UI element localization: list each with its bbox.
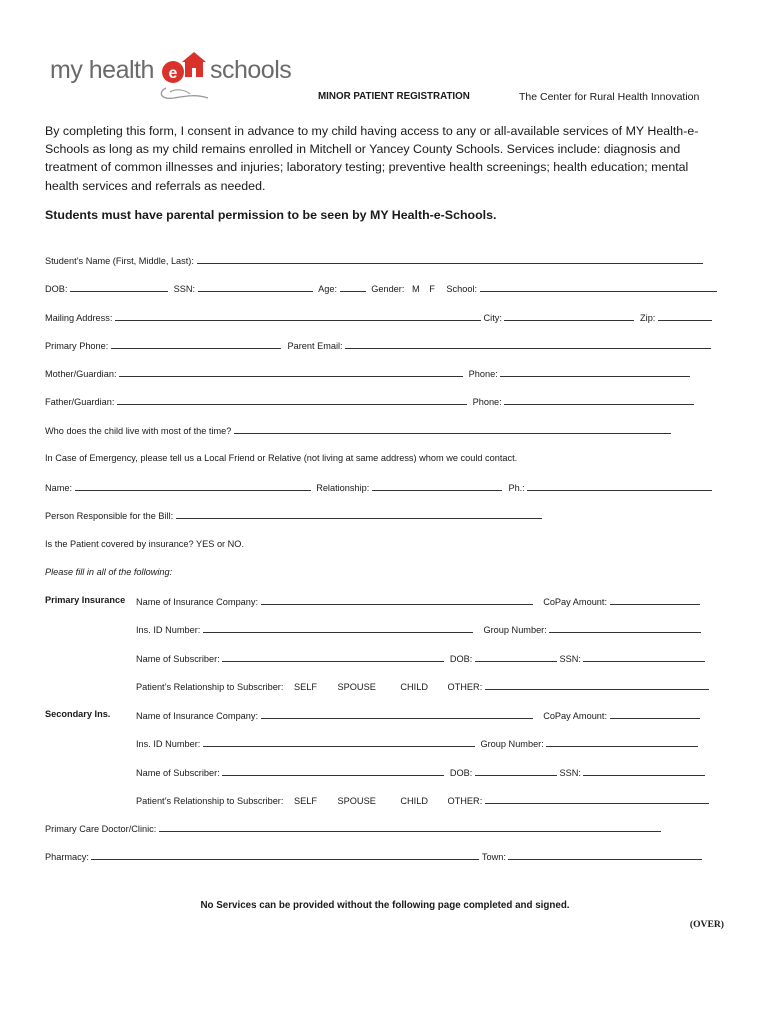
secondary-copay-field[interactable] [610, 709, 700, 719]
gender-label: Gender: [371, 284, 405, 294]
secondary-subscriber-dob-field[interactable] [475, 766, 557, 776]
emergency-name-label: Name: [45, 483, 73, 493]
primary-subscriber-row [136, 652, 705, 664]
svg-text:e: e [168, 65, 178, 82]
emergency-contact-row [45, 481, 712, 493]
mailing-row [45, 311, 712, 323]
student-name-label: Student’s Name (First, Middle, Last): [45, 256, 194, 266]
secondary-subscriber-field[interactable] [222, 766, 444, 776]
primary-subscriber-field[interactable] [222, 652, 444, 662]
secondary-subscriber-ssn-field[interactable] [583, 766, 705, 776]
dob-row [45, 282, 717, 294]
primary-subscriber-dob-label: DOB: [449, 654, 473, 664]
secondary-id-field[interactable] [203, 737, 475, 747]
primary-company-label: Name of Insurance Company: [136, 597, 259, 607]
secondary-insurance-heading: Secondary Ins. [45, 709, 111, 719]
emergency-ph-field[interactable] [527, 481, 712, 491]
lives-with-row [45, 424, 671, 436]
organization-name: The Center for Rural Health Innovation [519, 91, 700, 103]
secondary-child-option[interactable]: CHILD [400, 796, 428, 806]
mailing-label: Mailing Address: [45, 313, 113, 323]
mother-phone-field[interactable] [500, 367, 690, 377]
secondary-other-field[interactable] [485, 794, 709, 804]
primary-phone-label: Primary Phone: [45, 341, 109, 351]
secondary-company-label: Name of Insurance Company: [136, 711, 259, 721]
primary-phone-field[interactable] [111, 339, 281, 349]
gender-m-option[interactable]: M [411, 284, 420, 294]
emergency-name-field[interactable] [75, 481, 311, 491]
town-field[interactable] [508, 850, 702, 860]
student-name-row [45, 254, 703, 266]
secondary-company-row [136, 709, 700, 721]
dob-field[interactable] [70, 282, 168, 292]
mother-field[interactable] [119, 367, 463, 377]
primary-subscriber-dob-field[interactable] [475, 652, 557, 662]
pharmacy-label: Pharmacy: [45, 852, 89, 862]
emergency-relationship-field[interactable] [372, 481, 502, 491]
phone-email-row [45, 339, 711, 351]
pcp-field[interactable] [159, 822, 661, 832]
secondary-subscriber-ssn-label: SSN: [559, 768, 581, 778]
secondary-group-label: Group Number: [480, 739, 544, 749]
ssn-field[interactable] [198, 282, 313, 292]
primary-relationship-label: Patient’s Relationship to Subscriber: [136, 682, 284, 692]
gender-f-option[interactable]: F [429, 284, 435, 294]
primary-id-field[interactable] [203, 623, 473, 633]
permission-notice: Students must have parental permission to be seen by MY Health-e-Schools. [45, 208, 497, 222]
pcp-label: Primary Care Doctor/Clinic: [45, 824, 157, 834]
logo-text-my-health: my health [50, 56, 154, 84]
secondary-group-field[interactable] [546, 737, 698, 747]
secondary-spouse-option[interactable]: SPOUSE [337, 796, 376, 806]
schoolhouse-e-icon [156, 48, 216, 102]
ssn-label: SSN: [173, 284, 196, 294]
mailing-field[interactable] [115, 311, 481, 321]
zip-label: Zip: [640, 313, 656, 323]
age-label: Age: [318, 284, 338, 294]
town-label: Town: [481, 852, 506, 862]
emergency-relationship-label: Relationship: [316, 483, 370, 493]
age-field[interactable] [340, 282, 366, 292]
logo-text-schools: schools [210, 56, 292, 84]
primary-relationship-row [136, 680, 709, 692]
primary-self-option[interactable]: SELF [293, 682, 317, 692]
primary-copay-label: CoPay Amount: [543, 597, 608, 607]
secondary-company-field[interactable] [261, 709, 533, 719]
pharmacy-field[interactable] [91, 850, 479, 860]
secondary-self-option[interactable]: SELF [293, 796, 317, 806]
mother-label: Mother/Guardian: [45, 369, 117, 379]
services-notice: No Services can be provided without the following page completed and signed. [200, 900, 570, 911]
primary-insurance-heading: Primary Insurance [45, 595, 126, 605]
responsible-label: Person Responsible for the Bill: [45, 511, 174, 521]
pcp-row [45, 822, 661, 834]
secondary-relationship-row [136, 794, 709, 806]
emergency-ph-label: Ph.: [508, 483, 525, 493]
parent-email-field[interactable] [345, 339, 711, 349]
father-phone-label: Phone: [472, 397, 502, 407]
city-field[interactable] [504, 311, 634, 321]
father-phone-field[interactable] [504, 395, 694, 405]
father-field[interactable] [117, 395, 467, 405]
primary-company-row [136, 595, 700, 607]
parent-email-label: Parent Email: [287, 341, 343, 351]
form-title: MINOR PATIENT REGISTRATION [318, 91, 470, 102]
lives-with-label: Who does the child live with most of the time? [45, 426, 232, 436]
primary-other-field[interactable] [485, 680, 709, 690]
secondary-copay-label: CoPay Amount: [543, 711, 608, 721]
consent-paragraph: By completing this form, I consent in advance to my child having access to any or all-available services of MY Health-e-Schools as long as my child remains enrolled in Mitchell or Yancey County Schools. Services include: diagnosis and treatment of common illnesses and injuries; laboratory testing; preventive health screenings; health education; mental health services and referrals as needed. [45, 124, 699, 193]
primary-group-field[interactable] [549, 623, 701, 633]
student-name-field[interactable] [197, 254, 703, 264]
emergency-note: In Case of Emergency, please tell us a Local Friend or Relative (not living at same address) whom we could contact. [45, 453, 518, 463]
lives-with-field[interactable] [234, 424, 671, 434]
school-label: School: [446, 284, 478, 294]
primary-subscriber-ssn-field[interactable] [583, 652, 705, 662]
primary-id-row [136, 623, 701, 635]
primary-subscriber-ssn-label: SSN: [559, 654, 581, 664]
primary-copay-field[interactable] [610, 595, 700, 605]
fill-all-instruction: Please fill in all of the following: [45, 567, 173, 577]
mother-row [45, 367, 690, 379]
secondary-id-label: Ins. ID Number: [136, 739, 201, 749]
dob-label: DOB: [45, 284, 68, 294]
father-row [45, 395, 694, 407]
pharmacy-row [45, 850, 702, 862]
city-label: City: [483, 313, 502, 323]
primary-id-label: Ins. ID Number: [136, 625, 201, 635]
secondary-relationship-label: Patient’s Relationship to Subscriber: [136, 796, 284, 806]
primary-spouse-option[interactable]: SPOUSE [337, 682, 376, 692]
primary-child-option[interactable]: CHILD [400, 682, 428, 692]
mother-phone-label: Phone: [468, 369, 498, 379]
logo [50, 48, 292, 100]
primary-company-field[interactable] [261, 595, 533, 605]
responsible-row [45, 509, 542, 521]
secondary-subscriber-label: Name of Subscriber: [136, 768, 220, 778]
secondary-id-row [136, 737, 698, 749]
primary-subscriber-label: Name of Subscriber: [136, 654, 220, 664]
father-label: Father/Guardian: [45, 397, 115, 407]
secondary-subscriber-row [136, 766, 705, 778]
responsible-field[interactable] [176, 509, 542, 519]
secondary-subscriber-dob-label: DOB: [449, 768, 473, 778]
school-field[interactable] [480, 282, 717, 292]
primary-other-label: OTHER: [447, 682, 483, 692]
insurance-question: Is the Patient covered by insurance? YES or NO. [45, 539, 244, 549]
over-indicator: (OVER) [689, 919, 724, 930]
secondary-other-label: OTHER: [447, 796, 483, 806]
zip-field[interactable] [658, 311, 712, 321]
primary-group-label: Group Number: [483, 625, 547, 635]
